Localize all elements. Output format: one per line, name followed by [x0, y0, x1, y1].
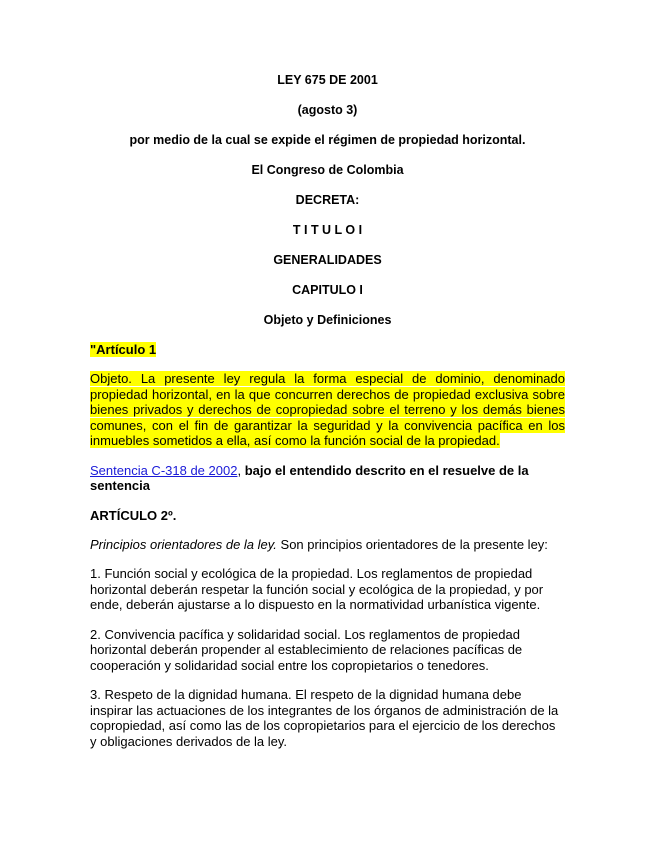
ruling-separator: ,	[237, 462, 242, 478]
article-1-body-text: Objeto. La presente ley regula la forma especial de dominio, denominado propiedad horizontal, en la que concurren derechos de propiedad exclusiva sobre bienes privados y derechos de copropiedad sobre el terreno y los demás bienes comunes, con el fin de garantizar la seguridad y la convivencia pacífica en los inmuebles sometidos a ella, así como la función social de la propiedad.	[90, 371, 565, 448]
principle-2: 2. Convivencia pacífica y solidaridad social. Los reglamentos de propiedad horizontal deberán propender al establecimiento de relaciones pacíficas de cooperación y solidaridad social entre los copropietarios o tenedores.	[90, 626, 523, 673]
article-1-heading-text: "Artículo 1	[90, 342, 157, 357]
ruling-note	[90, 463, 565, 494]
article-2-heading: ARTÍCULO 2º.	[90, 507, 177, 523]
titulo-heading: T I T U L O I	[292, 223, 363, 237]
capitulo-name: Objeto y Definiciones	[263, 313, 392, 327]
article-2-intro-italic: Principios orientadores de la ley.	[90, 536, 277, 552]
law-title: LEY 675 DE 2001	[277, 73, 378, 87]
law-date: (agosto 3)	[297, 103, 358, 117]
issuer: El Congreso de Colombia	[251, 163, 404, 177]
article-1-heading	[90, 342, 565, 357]
law-subtitle: por medio de la cual se expide el régimen de propiedad horizontal.	[129, 133, 526, 147]
article-1-body	[90, 371, 565, 449]
principle-1: 1. Función social y ecológica de la propiedad. Los reglamentos de propiedad horizontal deberán respetar la función social y ecológica de la propiedad, y por ende, deberán ajustarse a lo dispuesto en la normatividad urbanística vigente.	[90, 566, 544, 612]
principle-3: 3. Respeto de la dignidad humana. El respeto de la dignidad humana debe inspirar las actuaciones de los integrantes de los órganos de administración de la copropiedad, así como las de los copropietarios para el ejercicio de los derechos y obligaciones derivados de la ley.	[90, 687, 559, 749]
article-2-intro	[90, 537, 565, 553]
ruling-link[interactable]: Sentencia C-318 de 2002	[90, 462, 238, 478]
article-2-intro-rest: Son principios orientadores de la presente ley:	[276, 536, 548, 552]
titulo-name: GENERALIDADES	[273, 253, 382, 267]
capitulo-heading: CAPITULO I	[292, 283, 363, 297]
ruling-note-text: bajo el entendido descrito en el resuelve de la sentencia	[90, 462, 529, 493]
decree-heading: DECRETA:	[295, 193, 360, 207]
